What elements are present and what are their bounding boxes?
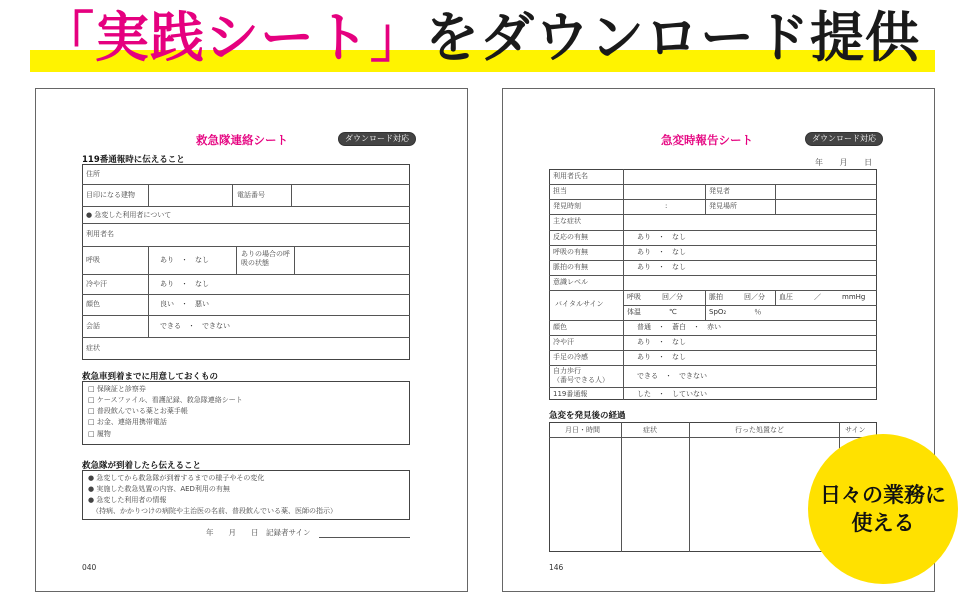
option-sweat[interactable]: あり ・ なし	[160, 280, 209, 288]
field-pulse-rate[interactable]: 脈拍 回／分	[709, 293, 765, 301]
label-pulse: 脈拍の有無	[553, 263, 588, 271]
feature-badge	[808, 434, 958, 584]
title-black: をダウンロード提供	[425, 6, 920, 69]
label-cold-limbs: 手足の冷感	[553, 353, 588, 361]
section-119-call: 119番通報時に伝えること	[82, 155, 185, 165]
label-breathing: 呼吸の有無	[553, 248, 588, 256]
option-breathing[interactable]: あり ・ なし	[160, 256, 209, 264]
list-item[interactable]: □ 履物	[88, 430, 111, 438]
section-prepare: 救急車到着までに用意しておくもの	[82, 372, 219, 382]
list-item[interactable]: □ ケースファイル、看護記録、救急隊連絡シート	[88, 396, 243, 404]
label-sweat: 冷や汗	[553, 338, 574, 346]
list-item: ● 急変してから救急隊が到着するまでの様子やその変化	[88, 474, 265, 482]
label-landmark: 目印になる建物	[86, 191, 135, 199]
label-main-symptom: 主な症状	[553, 217, 581, 225]
col-signature: サイン	[845, 426, 866, 434]
label-complexion: 顔色	[553, 323, 567, 331]
label-about-patient: ● 急変した利用者について	[86, 211, 172, 219]
signature-line[interactable]	[319, 537, 410, 538]
option-pulse[interactable]: あり ・ なし	[637, 263, 686, 271]
option-sweat[interactable]: あり ・ なし	[637, 338, 686, 346]
badge-line-2: 使える	[851, 511, 915, 535]
col-datetime: 月日・時間	[565, 426, 600, 434]
badge-line-1: 日々の業務に	[820, 483, 946, 507]
label-symptoms: 症状	[86, 344, 100, 352]
option-breathing[interactable]: あり ・ なし	[637, 248, 686, 256]
section-progress: 急変を発見後の経過	[549, 411, 626, 421]
field-temperature[interactable]: 体温 ℃	[627, 308, 677, 316]
label-address: 住所	[86, 170, 100, 178]
field-blood-pressure[interactable]: 血圧 ／ mmHg	[779, 293, 866, 301]
field-respiration[interactable]: 呼吸 回／分	[627, 293, 683, 301]
label-finder: 発見者	[709, 187, 730, 195]
option-reaction[interactable]: あり ・ なし	[637, 233, 686, 241]
option-119-call[interactable]: した ・ していない	[637, 390, 707, 398]
list-item: ● 急変した利用者の情報	[88, 496, 167, 504]
label-breathing-note: ありの場合の呼吸の状態	[241, 250, 290, 267]
page-emergency-contact-sheet	[35, 88, 468, 592]
label-phone: 電話番号	[237, 191, 265, 199]
label-consciousness: 意識レベル	[553, 278, 588, 286]
list-item: （持病、かかりつけの病院や主治医の名前、普段飲んでいる薬、医師の指示）	[92, 507, 337, 515]
title-pink: 「実践シート」	[40, 6, 425, 69]
date-field[interactable]: 年 月 日	[815, 158, 873, 167]
label-reaction: 反応の有無	[553, 233, 588, 241]
signature-label: 年 月 日 記録者サイン	[206, 528, 311, 537]
col-action: 行った処置など	[735, 426, 784, 434]
label-staff: 担当	[553, 187, 567, 195]
page-number: 040	[82, 563, 97, 572]
option-complexion[interactable]: 普通 ・ 蒼白 ・ 赤い	[637, 323, 721, 331]
banner-title	[40, 0, 920, 76]
page-number: 146	[549, 563, 564, 572]
sheet-title: 急変時報告シート	[661, 133, 753, 147]
label-walking: 自力歩行 （番号できる人）	[553, 367, 609, 384]
label-complexion: 顔色	[86, 300, 100, 308]
label-sweat: 冷や汗	[86, 280, 107, 288]
sheet-title: 救急隊連絡シート	[196, 133, 288, 147]
list-item[interactable]: □ 保険証と診察券	[88, 385, 146, 393]
download-badge[interactable]: ダウンロード対応	[805, 132, 883, 146]
list-item: ● 実施した救急処置の内容、AED利用の有無	[88, 485, 230, 493]
label-patient-name: 利用者名	[86, 230, 114, 238]
time-colon: :	[665, 202, 668, 210]
option-walking[interactable]: できる ・ できない	[637, 372, 707, 380]
option-speech[interactable]: できる ・ できない	[160, 322, 230, 330]
list-item[interactable]: □ お金、連絡用携帯電話	[88, 418, 167, 426]
option-cold-limbs[interactable]: あり ・ なし	[637, 353, 686, 361]
header-banner	[0, 0, 970, 78]
label-time: 発見時刻	[553, 202, 581, 210]
list-item[interactable]: □ 普段飲んでいる薬とお薬手帳	[88, 407, 188, 415]
label-patient-name: 利用者氏名	[553, 172, 588, 180]
label-place: 発見場所	[709, 202, 737, 210]
label-speech: 会話	[86, 322, 100, 330]
section-tell-paramedics: 救急隊が到着したら伝えること	[82, 461, 202, 471]
download-badge[interactable]: ダウンロード対応	[338, 132, 416, 146]
label-vital-signs: バイタルサイン	[555, 300, 604, 308]
label-breathing: 呼吸	[86, 256, 100, 264]
label-119-call: 119番通報	[553, 390, 588, 398]
option-complexion[interactable]: 良い ・ 悪い	[160, 300, 209, 308]
field-spo2[interactable]: SpO₂ ％	[709, 308, 762, 316]
col-symptom: 症状	[643, 426, 657, 434]
